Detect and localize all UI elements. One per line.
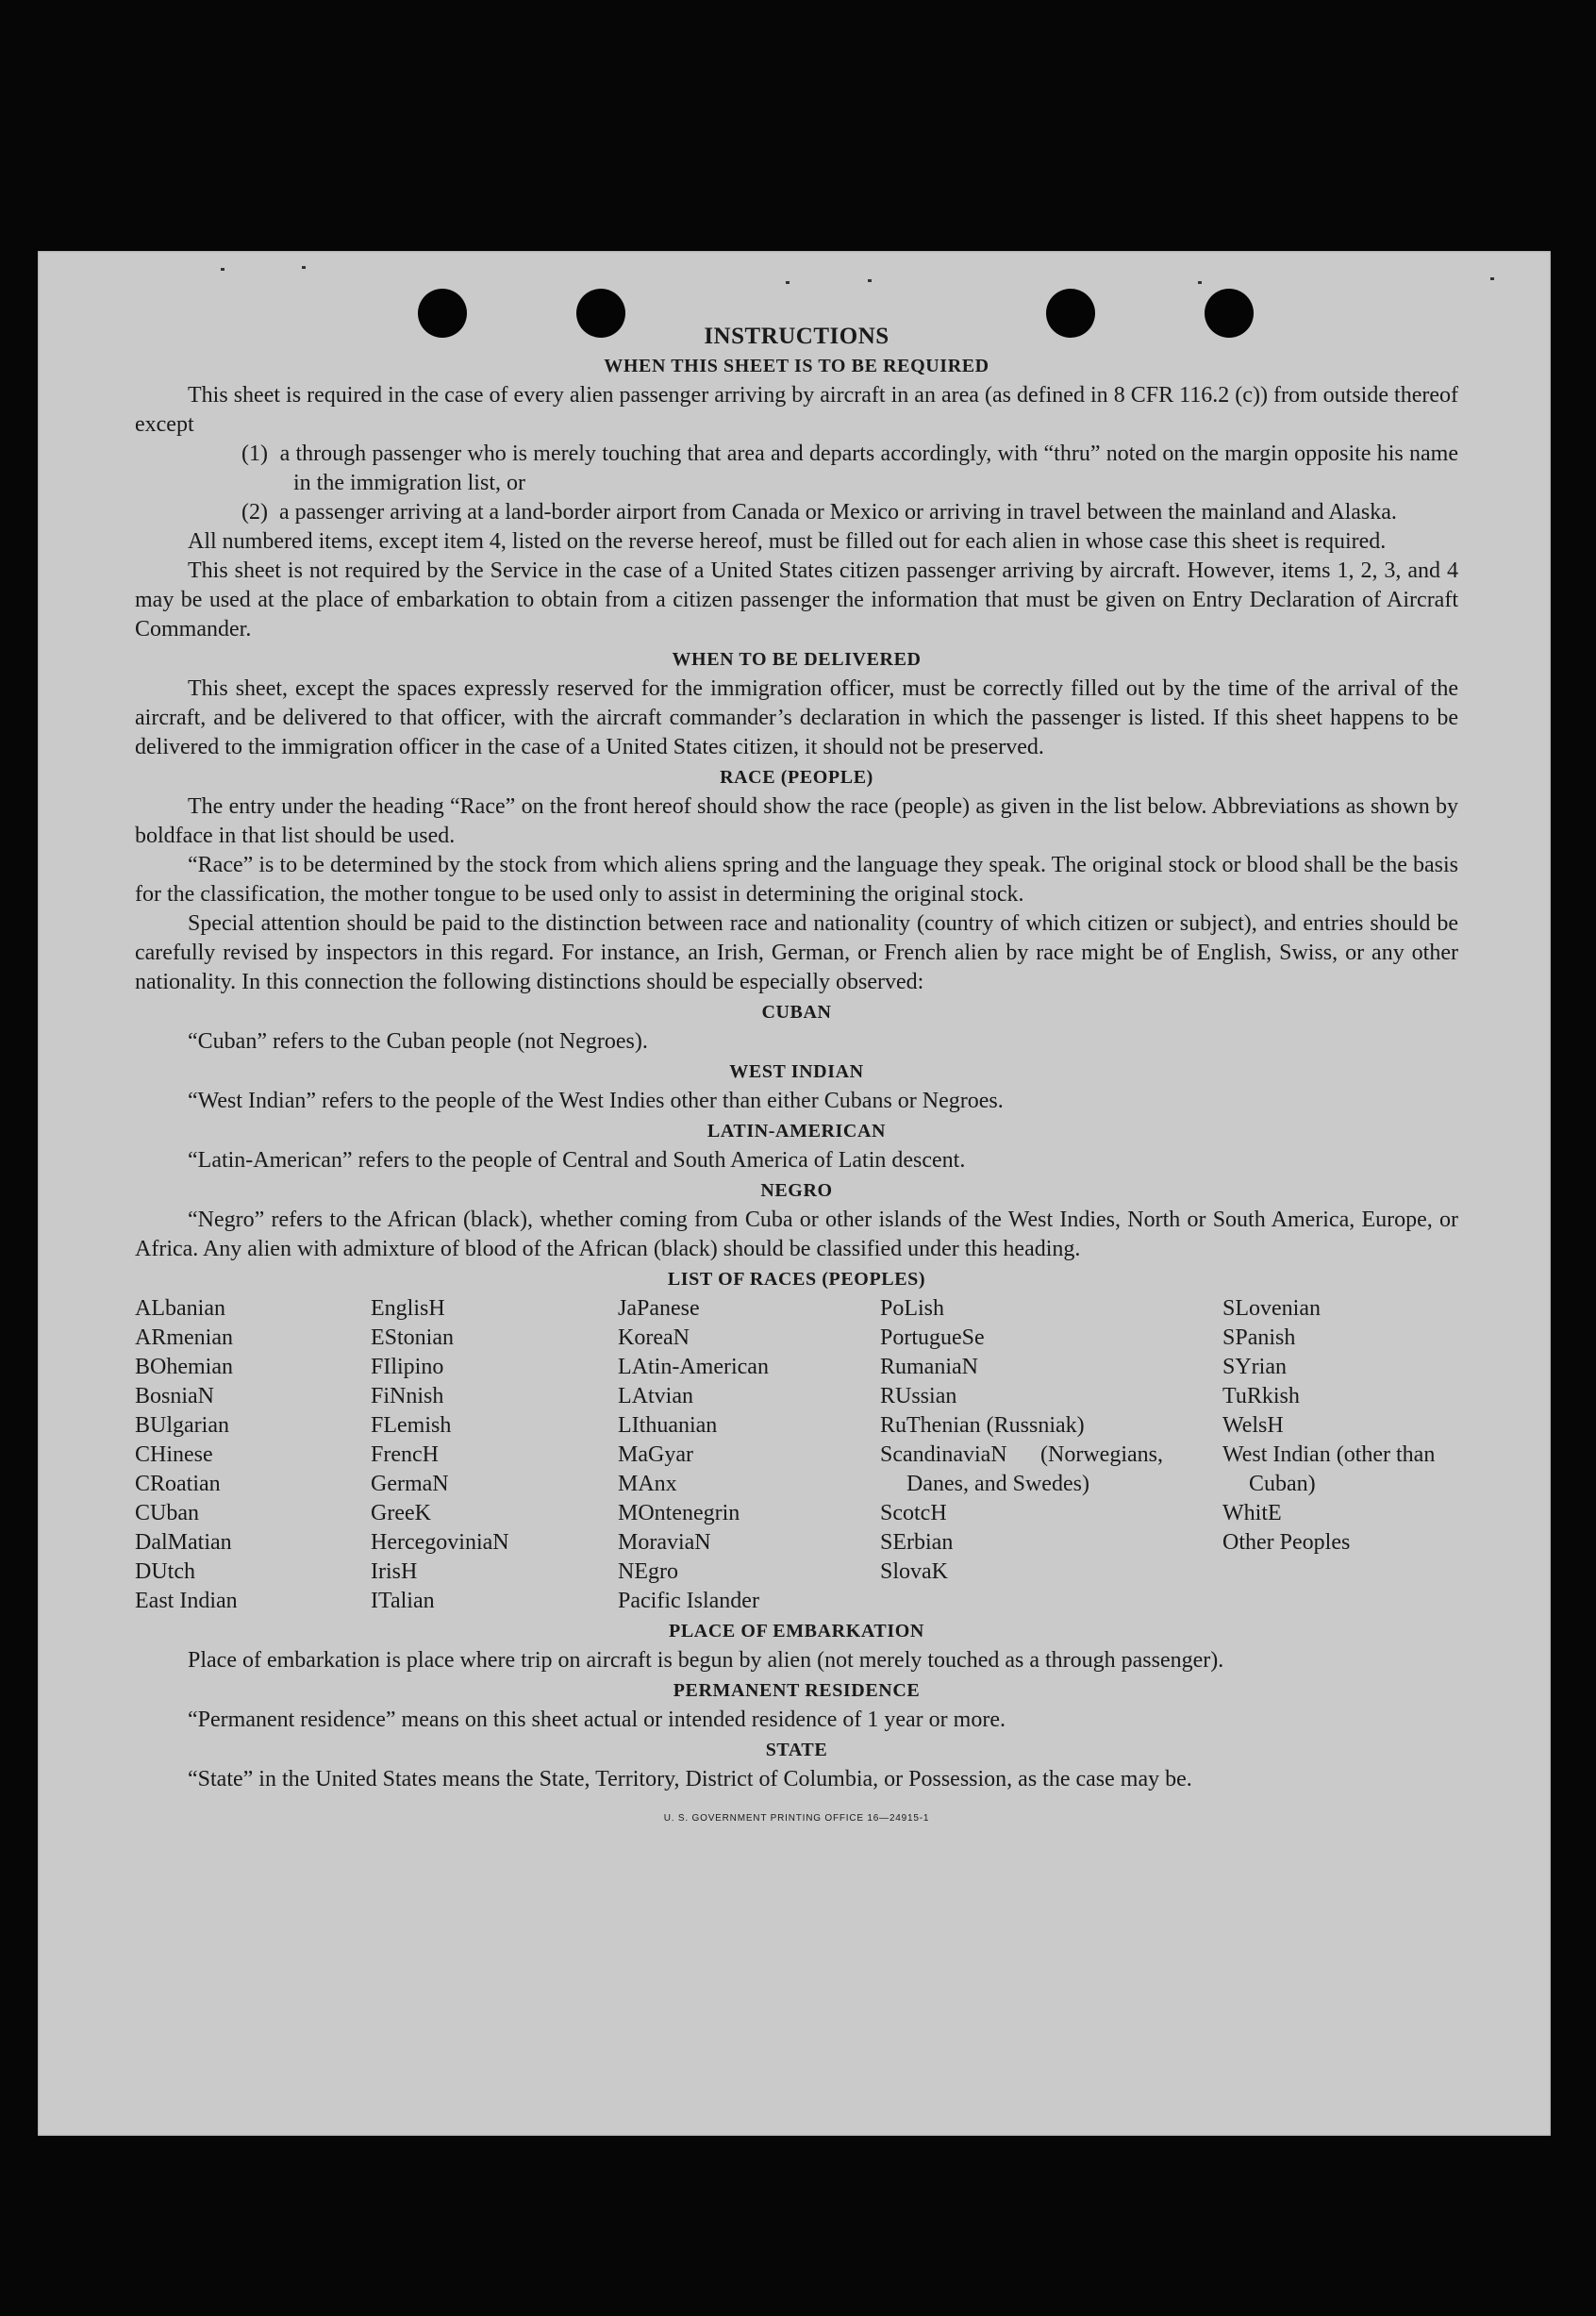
speck — [302, 266, 306, 269]
race-entry: LIthuanian — [618, 1413, 718, 1438]
race-entry: ScotcH — [880, 1501, 947, 1525]
race-entry: NEgro — [618, 1559, 678, 1584]
race-entry: RumaniaN — [880, 1355, 978, 1379]
race-entry: MAnx — [618, 1472, 677, 1496]
race-entry: SLovenian — [1222, 1296, 1321, 1321]
race-entry: LAtvian — [618, 1384, 693, 1408]
printer-imprint: U. S. GOVERNMENT PRINTING OFFICE 16—24915-1 — [663, 1813, 930, 1824]
race-entry: Pacific Islander — [618, 1589, 759, 1613]
race-entry: JaPanese — [618, 1296, 700, 1321]
race-entry: BUlgarian — [135, 1413, 229, 1438]
page-title: INSTRUCTIONS — [704, 324, 889, 349]
definition: Place of embarkation is place where trip on aircraft is begun by alien (not merely touched as a through passenger). — [188, 1648, 1224, 1673]
paragraph: All numbered items, except item 4, listed on the reverse hereof, must be filled out for each alien in whose case this sheet is required. — [188, 529, 1387, 554]
section-heading-delivered: WHEN TO BE DELIVERED — [672, 649, 922, 670]
paragraph: This sheet is not required by the Service in the case of a United States citizen passenger arriving by aircraft. However, items 1, 2, 3, and 4 may be used at the place of embarkation to obtain from a citizen passenger the information that must be given on Entry Declaration of Aircraft Commander. — [135, 558, 1458, 641]
race-entry: BOhemian — [135, 1355, 233, 1379]
section-heading-race: RACE (PEOPLE) — [720, 767, 873, 788]
races-column — [618, 1294, 880, 1616]
paragraph: “Race” is to be determined by the stock from which aliens spring and the language they speak. The original stock or blood shall be the basis for the classification, the mother tongue to be used only to assist in determining the original stock. — [135, 853, 1458, 907]
race-entry: RuThenian (Russniak) — [880, 1413, 1085, 1438]
races-column — [135, 1294, 371, 1616]
definition: “Latin-American” refers to the people of Central and South America of Latin descent. — [188, 1148, 966, 1173]
speck — [1490, 277, 1494, 280]
speck — [786, 281, 790, 284]
section-heading-latin-american: LATIN-AMERICAN — [707, 1121, 887, 1141]
section-heading-cuban: CUBAN — [761, 1002, 832, 1023]
race-entry: LAtin-American — [618, 1355, 769, 1379]
race-entry: CHinese — [135, 1442, 213, 1467]
section-heading-state: STATE — [765, 1740, 828, 1760]
race-entry: HercegoviniaN — [371, 1530, 509, 1555]
race-entry: BosniaN — [135, 1384, 214, 1408]
race-entry: MoraviaN — [618, 1530, 711, 1555]
section-heading-embarkation: PLACE OF EMBARKATION — [669, 1621, 924, 1641]
race-entry: Other Peoples — [1222, 1530, 1351, 1555]
item-text: a through passenger who is merely touching that area and departs accordingly, with “thru” noted on the margin opposite his name in the immigration list, or — [279, 442, 1458, 495]
list-item — [135, 440, 1458, 498]
section-heading-list-of-races: LIST OF RACES (PEOPLES) — [667, 1269, 926, 1290]
race-entry: West Indian (other than Cuban) — [1222, 1442, 1436, 1496]
race-entry: CUban — [135, 1501, 199, 1525]
race-entry: RUssian — [880, 1384, 957, 1408]
race-entry: WhitE — [1222, 1501, 1282, 1525]
section-heading-negro: NEGRO — [760, 1180, 833, 1201]
definition: “State” in the United States means the State, Territory, District of Columbia, or Possession, as the case may be. — [188, 1767, 1192, 1791]
race-entry: DalMatian — [135, 1530, 232, 1555]
race-entry: ScandinaviaN (Norwegians, Danes, and Swedes) — [880, 1442, 1163, 1496]
race-entry: FrencH — [371, 1442, 439, 1467]
race-entry: GermaN — [371, 1472, 449, 1496]
race-entry: FLemish — [371, 1413, 452, 1438]
section-heading-required: WHEN THIS SHEET IS TO BE REQUIRED — [604, 356, 989, 376]
race-entry: SlovaK — [880, 1559, 948, 1584]
race-entry: TuRkish — [1222, 1384, 1300, 1408]
document-sheet — [38, 251, 1551, 2136]
definition: “West Indian” refers to the people of the West Indies other than either Cubans or Negroes. — [188, 1089, 1004, 1113]
item-number: (2) — [241, 500, 268, 525]
definition: “Cuban” refers to the Cuban people (not Negroes). — [188, 1029, 648, 1054]
speck — [868, 279, 872, 282]
race-entry: SYrian — [1222, 1355, 1287, 1379]
race-entry: CRoatian — [135, 1472, 221, 1496]
instructions-body — [135, 322, 1458, 1833]
race-entry: EStonian — [371, 1325, 454, 1350]
race-entry: WelsH — [1222, 1413, 1284, 1438]
paragraph: The entry under the heading “Race” on the front hereof should show the race (people) as given in the list below. Abbreviations as shown by boldface in that list should be used. — [135, 794, 1458, 848]
race-entry: DUtch — [135, 1559, 195, 1584]
race-entry: East Indian — [135, 1589, 238, 1613]
section-heading-permanent-residence: PERMANENT RESIDENCE — [673, 1680, 921, 1701]
race-entry: SPanish — [1222, 1325, 1296, 1350]
race-entry: SErbian — [880, 1530, 954, 1555]
paragraph: This sheet, except the spaces expressly reserved for the immigration officer, must be correctly filled out by the time of the arrival of the aircraft, and be delivered to that officer, with the aircraft commander’s declaration in which the passenger is listed. If this sheet happens to be delivered to the immigration officer in the case of a United States citizen, it should not be preserved. — [135, 676, 1458, 759]
race-entry: PortugueSe — [880, 1325, 985, 1350]
section-heading-west-indian: WEST INDIAN — [729, 1061, 864, 1082]
item-number: (1) — [241, 442, 268, 466]
paragraph: This sheet is required in the case of every alien passenger arriving by aircraft in an area (as defined in 8 CFR 116.2 (c)) from outside thereof except — [135, 383, 1458, 437]
race-entry: EnglisH — [371, 1296, 445, 1321]
paragraph: Special attention should be paid to the distinction between race and nationality (country of which citizen or subject), and entries should be carefully revised by inspectors in this regard. For instance, an Irish, German, or French alien by race might be of English, Swiss, or any other nationality. In this connection the following distinctions should be especially observed: — [135, 911, 1458, 994]
race-entry: MOntenegrin — [618, 1501, 740, 1525]
race-entry: MaGyar — [618, 1442, 693, 1467]
race-entry: IrisH — [371, 1559, 418, 1584]
item-text: a passenger arriving at a land-border airport from Canada or Mexico or arriving in travel between the mainland and Alaska. — [278, 500, 1397, 525]
race-entry: FiNnish — [371, 1384, 444, 1408]
speck — [221, 268, 224, 271]
races-column — [371, 1294, 618, 1616]
race-entry: PoLish — [880, 1296, 945, 1321]
race-entry: KoreaN — [618, 1325, 690, 1350]
race-entry: ITalian — [371, 1589, 435, 1613]
definition: “Permanent residence” means on this sheet actual or intended residence of 1 year or more. — [188, 1708, 1006, 1732]
race-entry: ALbanian — [135, 1296, 225, 1321]
speck — [1198, 281, 1202, 284]
race-entry: FIlipino — [371, 1355, 444, 1379]
race-entry: GreeK — [371, 1501, 431, 1525]
races-column — [1222, 1294, 1458, 1616]
race-entry: ARmenian — [135, 1325, 233, 1350]
definition: “Negro” refers to the African (black), whether coming from Cuba or other islands of the West Indies, North or South America, Europe, or Africa. Any alien with admixture of blood of the African (black) should be classified under this heading. — [135, 1208, 1458, 1261]
list-item — [135, 498, 1458, 527]
races-column — [880, 1294, 1163, 1616]
races-list — [135, 1294, 1458, 1616]
